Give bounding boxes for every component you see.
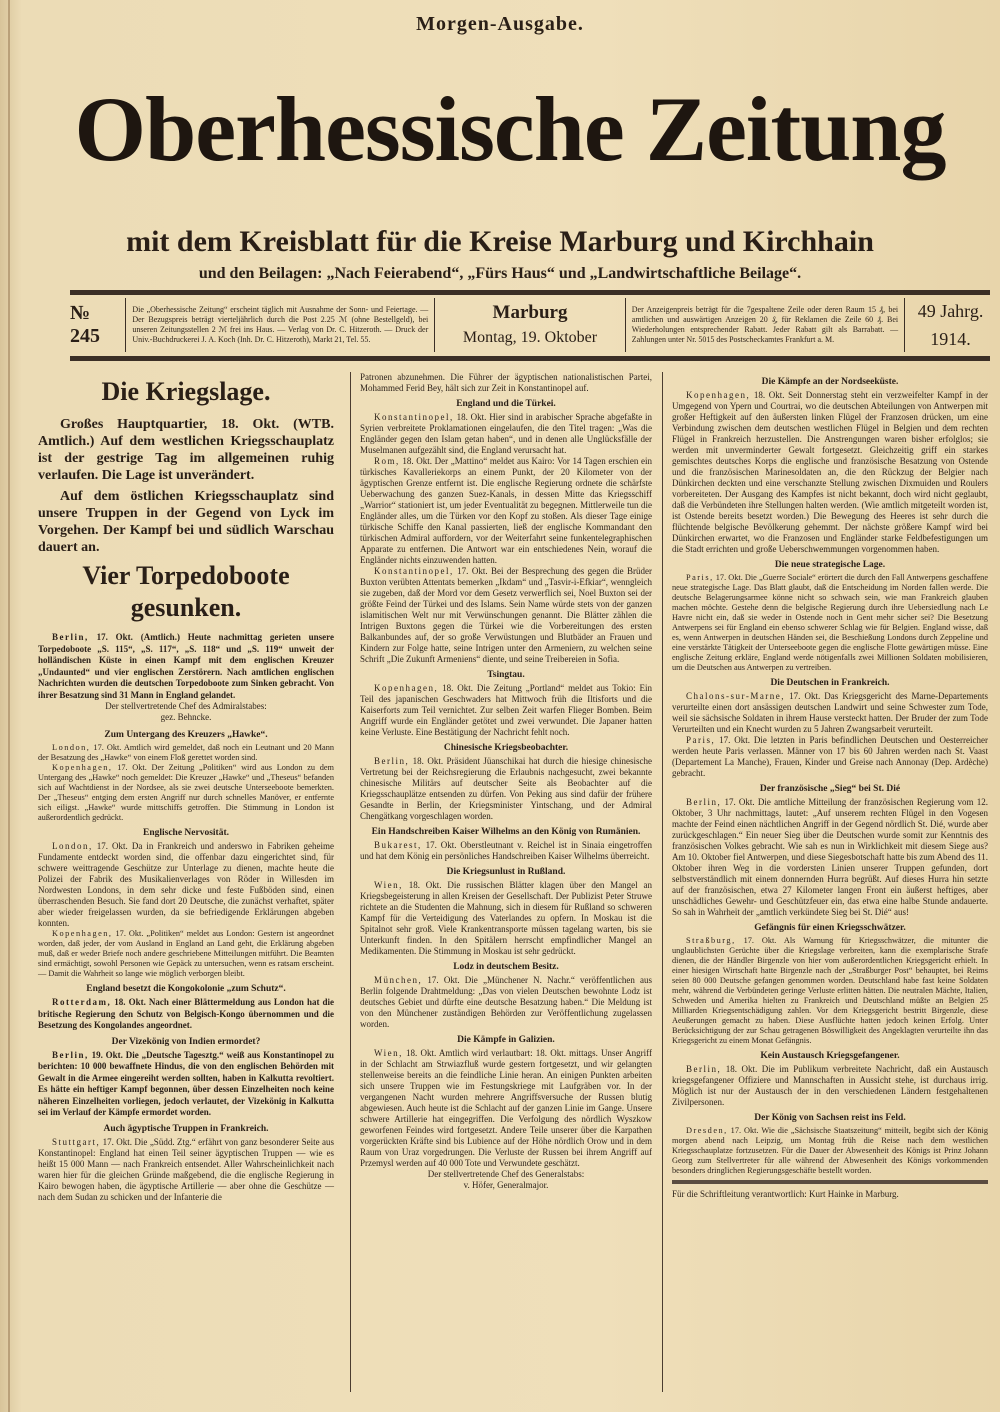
responsible-editor: Für die Schriftleitung verantwortlich: Kurt Hainke in Marburg.	[672, 1189, 899, 1199]
article-heading: Lodz in deutschem Besitz.	[453, 962, 559, 972]
volume-year	[911, 301, 990, 349]
article	[38, 983, 334, 1032]
article-heading: Vier Torpedoboote gesunken.	[82, 561, 290, 622]
info-bar	[70, 298, 990, 352]
paragraph-text: 18. Okt. Nach einer Blättermeldung aus London hat die britische Regierung den Schutz von Belgisch-Kongo übernommen und die Besetzung des Kongolandes angeordnet.	[38, 997, 334, 1030]
paragraph-text: 17. Okt. Die letzten in Paris befindlichen Deutschen und Oesterreicher werden heute Paris verlassen. Männer von 17 bis 60 Jahren werden nach St. Vaast (Departement La Manche), Frauen, Kinder und Greise nach Annonay (Dep. Ardèche) gebracht.	[672, 735, 988, 778]
issue-number: № 245	[70, 302, 100, 347]
city-name: Marburg	[492, 302, 568, 323]
column-divider	[350, 372, 351, 1392]
article	[672, 922, 988, 1046]
paragraph-text: 17. Okt. Die „Münchener N. Nachr.“ veröffentlichen aus Berlin folgende Drahtmeldung: „Das von vielen Deutschen bewohnte Lodz ist deutsches Gebiet und dürfte eine deutsche Besatzung haben.“ Die Meldung ist von den Münchener zuständigen Behörden zur Veröffentlichung zugelassen worden.	[360, 975, 652, 1029]
article	[360, 866, 652, 957]
dateline-place: Chalons-sur-Marne,	[686, 691, 786, 701]
article	[38, 729, 334, 823]
paragraph-text: 17. Okt. Da in Frankreich und anderswo in Fabriken geheime Fundamente entdeckt worden sind, die offenbar dazu eingerichtet sind, für schwere weittragende Geschütze zur Unterlage zu dienen, machte heute die Polizei der Fabrik des Musikalienverlages von Röder in Willesden im Nordwesten Londons, in dem sehr dicke und feste Fußböden sind, einen überraschenden Besuch. Sie fand dort 20 Deutsche, die zunächst verhaftet, später aber wieder freigelassen wurden, da sie befriedigende Erklärungen abgeben konnten.	[38, 841, 334, 928]
article-heading: Die neue strategische Lage.	[774, 560, 886, 570]
paragraph-text: 17. Okt. Bei der Besprechung des gegen die Brüder Buxton verübten Attentats bemerken „Ikdam“ und „Tasvir-i-Efkiar“, wenngleich sie zugeben, daß der Mord vor dem Gesetz verwerflich sei, Noel Buxton sei der größte Feind der Türkei und des Islams. Sein Name würde stets von der ganzen islamitischen Welt nur mit Verwünschungen genannt. Die Blätter zählen die Intrigen Buxtons gegen die Türkei wie die Vorbereitungen des ersten Balkanbundes auf, der so große Verwüstungen und Blutbäder an Frauen und Kindern zur Folge hatte, seine Intrigen unter den Armeniern, zu welchen seine Schrift „Die Zukunft Armeniens“ diente, und seine Treibereien in Sofia.	[360, 566, 652, 664]
column-3-articles	[672, 376, 988, 1176]
paragraph-text: 18. Okt. Die Zeitung „Portland“ meldet aus Tokio: Ein Teil des japanischen Geschwaders hat Mittwoch früh die Iltisforts und die Kaiserforts zum Teil vernichtet. Zur selben Zeit warfen Flieger Bomben. Beim Angriff wurde ein Engländer getötet und zwei verwundet. Die Japaner hatten keine Verluste. Eine Bestätigung der Nachricht fehlt noch.	[360, 683, 652, 737]
article-heading: Der König von Sachsen reist ins Feld.	[754, 1113, 906, 1123]
article-heading: Kein Austausch Kriegsgefangener.	[760, 1051, 900, 1061]
article-paragraph	[38, 1137, 334, 1203]
article	[360, 669, 652, 738]
article	[360, 961, 652, 1030]
advertising-note: Der Anzeigenpreis beträgt für die 7gespaltene Zeile oder deren Raum 15 ₰, bei amtlichen und auswärtigen Anzeigen 20 ₰, für Reklamen die Zeile 60 ₰. Bei Wiederholungen entsprechender Rabatt. Jeder Rabatt gilt als Barrabatt. — Zahlungen unter Nr. 5015 des Postscheckamtes Frankfurt a. M.	[631, 305, 899, 344]
article	[672, 1050, 988, 1108]
column-3	[672, 372, 988, 1200]
article-paragraph	[360, 840, 652, 862]
dateline-place: Wien,	[374, 880, 403, 890]
dateline-place: Berlin,	[686, 797, 722, 807]
article-heading: Tsingtau.	[487, 670, 525, 680]
article-paragraph	[672, 936, 988, 1046]
paragraph-text: 17. Okt. Das Kriegsgericht des Marne-Departements verurteilte einen dort ansässigen deutschen Landwirt und seine Schwester zum Tode, weil sie sächsische Soldaten in ihrem Hause versteckt hatten. Der Bruder der zum Tode Verurteilten und ein Knecht wurden zu 5 Jahren Zwangsarbeit verurteilt.	[672, 691, 988, 734]
article-paragraph	[38, 743, 334, 763]
article-heading: Gefängnis für einen Kriegsschwätzer.	[754, 923, 906, 933]
paragraph-text: Großes Hauptquartier, 18. Okt. (WTB. Amtlich.) Auf dem westlichen Kriegsschauplatz ist der gestrige Tag im allgemeinen ruhig verlaufen. Die Lage ist unverändert.	[38, 417, 334, 483]
bottom-rule	[70, 356, 990, 361]
article-heading: Chinesische Kriegsbeobachter.	[443, 743, 569, 753]
article-paragraph	[38, 929, 334, 979]
article-heading: Die Kämpfe an der Nordseeküste.	[761, 377, 899, 387]
signature-line: gez. Behncke.	[160, 712, 212, 722]
dateline-place: London,	[52, 841, 93, 851]
article-paragraph	[672, 1064, 988, 1108]
supplements-line: und den Beilagen: „Nach Feierabend“, „Fürs Haus“ und „Landwirtschaftliche Beilage“.	[198, 265, 802, 282]
article	[38, 827, 334, 979]
paragraph-text: 18. Okt. Seit Donnerstag steht ein verzweifelter Kampf in der Umgegend von Ypern und Courtrai, wo die deutschen Abteilungen von Antwerpen mit großer Heftigkeit auf den äußersten linken Flügel der Franzosen drücken, um eine Verbindung zwischen dem deutschen westlichen Flügel in Belgien und dem rechten Flügel in Frankreich herzustellen. Die Anstrengungen waren bisher erfolglos; sie werden mit unverminderter Gewalt fortgesetzt. Gleichzeitig griff ein starkes gemischtes deutsches Korps die englische und französische Besatzung von Ostende und die französischen Marinesoldaten an, die den Rückzug der Belgier nach Dünkirchen deckten und eine verschanzte Stellung zwischen Dixmuiden und Roulers vorbereiteten. Der Ausgang des Kampfes ist nicht bekannt, doch wird nicht geglaubt, daß die Verbündeten ihre Stellungen halten werden. (Wie amtlich mitgeteilt worden ist, ist Ostende bereits besetzt worden.) Die Bewegung des Heeres ist sehr durch die flüchtende belgische Bevölkerung gehemmt. Der nächste größere Kampf wird bei Dünkirchen erwartet, wo die Franzosen und Engländer starke Feldbefestigungen um die Stadt errichten und große Ueberschwemmungen vorgenommen haben.	[672, 390, 988, 554]
paragraph-text: 18. Okt. Amtlich wird verlautbart: 18. Okt. mittags. Unser Angriff in der Schlacht am Strwiazfluß wurde gestern fortgesetzt, und wir gelangten stellenweise bereits an die feindliche Linie heran. An einigen Punkten arbeiten sich unsere Truppen wie im Festungskriege mit Laufgräben vor. In der vergangenen Nacht wurden mehrere Angriffsversuche der Russen blutig abgewiesen. Auch heute ist die Schlacht auf der ganzen Linie im Gange. Unsere schwere Artillerie hat eingegriffen. Die Verfolgung des nördlich Wyszkow geworfenen Feindes wird fortgesetzt. Andere Teile unserer über die Karpathen vorgerückten Kräfte sind bis Lubience auf der Höhe nördlich Orow und in dem Raum von Uraz vorgedrungen. Die Verluste der Russen bei ihrem Angriff auf Przemysl werden auf 40 000 Tote und Verwundete geschätzt.	[360, 1048, 652, 1168]
paragraph-text: 19. Okt. Die „Deutsche Tagesztg.“ weiß aus Konstantinopel zu berichten: 10 000 bewaffnete Hindus, die von den englischen Behörden mit Gewalt in die Armee eingereiht werden sollten, haben in Kalkutta revoltiert. Es hätte ein heftiger Kampf begonnen, über dessen Einzelheiten noch keine näheren Einzelheiten vorliegen, jedoch verlautet, der Vizekönig in Kalkutta sei im Verlauf der Kämpfe ermordet worden.	[38, 1049, 334, 1117]
article-paragraph	[672, 573, 988, 673]
article-paragraph	[672, 735, 988, 779]
article	[360, 372, 652, 394]
dateline-place: München,	[374, 975, 423, 985]
paragraph-text: 18. Okt. Die russischen Blätter klagen über den Mangel an Kriegsbegeisterung in allen Kreisen der Gesellschaft. Der Publizist Peter Struwe richtete an die Studenten die Mahnung, sich in diesem für Rußland so schweren Kampf für die Verteidigung des Vaterlandes zu opfern. In Moskau ist die Spitalnot sehr groß. Viele Krankentransporte müssen tagelang warten, bis sie Unterkunft finden. In den Spitälern herrscht empfindlicher Mangel an Medikamenten. Die Stimmung in Moskau ist sehr gedrückt.	[360, 880, 652, 956]
dateline-place: Berlin,	[686, 1064, 722, 1074]
lead-paragraph	[38, 416, 334, 484]
article	[672, 559, 988, 673]
article-paragraph	[38, 763, 334, 823]
dateline-place: Kopenhagen,	[686, 390, 751, 400]
dateline-place: London,	[52, 743, 91, 752]
article-paragraph	[672, 390, 988, 555]
dateline-place: Rotterdam,	[52, 997, 112, 1007]
dateline	[441, 302, 619, 348]
issue-date: Montag, 19. Oktober	[462, 329, 598, 346]
article-paragraph	[360, 456, 652, 566]
dateline-place: Wien,	[374, 1048, 403, 1058]
year: 1914.	[930, 329, 971, 349]
article-heading: England und die Türkei.	[456, 399, 556, 409]
paragraph-text: 18. Okt. Präsident Jüanschikai hat durch die hiesige chinesische Vertretung bei der Reichsregierung die Erlaubnis nachgesucht, zwei bekannte chinesische Militärs auf deutscher Seite als Beobachter auf die Kriegsschauplätze entsenden zu dürfen. Von Peking aus sind dafür der frühere Gesandte in Berlin, der Kriegsminister Yintschang, und der Admiral Chengätkang vorgeschlagen worden.	[360, 756, 652, 821]
article	[38, 1036, 334, 1119]
paragraph-text: 17. Okt. Oberstleutnant v. Reichel ist in Sinaia eingetroffen und hat dem König ein persönliches Handschreiben Kaiser Wilhelms überreicht.	[360, 840, 652, 861]
article-paragraph	[38, 997, 334, 1032]
dateline-place: Kopenhagen,	[374, 683, 439, 693]
dateline-place: Berlin,	[52, 632, 89, 642]
article-heading: Der französische „Sieg“ bei St. Dié	[759, 784, 901, 794]
dateline-place: Paris,	[686, 573, 714, 582]
article-heading: Der Vizekönig von Indien ermordet?	[111, 1036, 261, 1047]
volume-number: 49 Jahrg.	[917, 301, 984, 321]
article-heading: Die Deutschen in Frankreich.	[770, 678, 890, 688]
article	[38, 376, 334, 556]
divider	[125, 298, 126, 352]
paragraph-text: Patronen abzunehmen. Die Führer der ägyptischen nationalistischen Partei, Mohammed Ferid Bey, hält sich zur Zeit in Konstantinopel auf.	[360, 372, 652, 393]
paragraph-text: 17. Okt. Amtlich wird gemeldet, daß noch ein Leutnant und 20 Mann der Besatzung des „Hawke“ von einem Floß gerettet worden sind.	[38, 743, 334, 762]
article-heading: Auch ägyptische Truppen in Frankreich.	[103, 1123, 269, 1134]
article	[672, 783, 988, 918]
article-paragraph	[38, 632, 334, 701]
divider	[434, 298, 435, 352]
article-heading: Ein Handschreiben Kaiser Wilhelms an den König von Rumänien.	[371, 827, 641, 837]
page-edge	[8, 0, 10, 1412]
paragraph-text: 18. Okt. Die im Publikum verbreitete Nachricht, daß ein Austausch kriegsgefangener Offiziere und Mannschaften in Aussicht stehe, ist durchaus irrig. Möglich ist nur der Austausch der in den verschiedenen Ländern festgehaltenen Zivilpersonen.	[672, 1064, 988, 1107]
dateline-place: Kopenhagen,	[52, 929, 113, 938]
paragraph-text: 18. Okt. Der „Mattino“ meldet aus Kairo: Vor 14 Tagen erschien ein türkisches Kavalleriekorps an einem Punkt, der 20 Kilometer von der ägyptischen Grenze entfernt ist. Die englische Regierung ordnete die schärfste Ueberwachung des ganzen Suez-Kanals, in dessen Mitte das Kriegsschiff „Warrior“ stationiert ist, um jeder Eventualität zu begegnen. Mittlerweile tun die Engländer alles, um die Türken vor den Kopf zu stoßen. Als dieser Tage einige türkische Schiffe den Kanal passierten, ließ der englische Kommandant den türkischen Admiral auffordern, vor der Weiterfahrt seine funkentelegraphischen Apparate zu entfernen. Die Antwort war ein entschiedenes Nein, worauf die Engländer nichts einzuwenden hatten.	[360, 456, 652, 565]
edition-label: Morgen-Ausgabe.	[416, 13, 584, 35]
column-divider	[662, 372, 663, 1392]
footer-rule	[672, 1180, 988, 1184]
article-heading: Zum Untergang des Kreuzers „Hawke“.	[104, 730, 268, 740]
paragraph-text: 17. Okt. Die amtliche Mitteilung der französischen Regierung vom 12. Oktober, 3 Uhr nachmittags, lautet: „Auf unserem rechten Flügel in den Vogesen machte der Feind einen nächtlichen Angriff in der Gegend nördlich St. Dié, wurde aber zurückgeschlagen.“ Ein neuer Sieg über die Deutschen wurde somit zur Kenntnis des französischen Volkes gebracht. Wie sah es nun in Wirklichkeit mit diesem Siege aus? Am 10. Oktober fiel Antwerpen, und diese Siegesbotschaft hatte bis zum Abend des 11. Oktober ihren Weg in die vordersten Linien unserer Truppen gefunden, dort selbstverständlich mit einem donnernden Hurra begrüßt. Auf dieses Hurra hin setzte auf der französischen, etwa 27 Kilometer langen Front ein äußerst heftiges, aber unschädliches Gewehr- und Geschützfeuer ein, das etwa eine halbe Stunde andauerte. So sah in Wahrheit der „amtlich verkündete Sieg bei St. Dié“ aus!	[672, 797, 988, 917]
dateline-place: Konstantinopel,	[374, 412, 454, 422]
article-paragraph	[360, 1048, 652, 1169]
paragraph-text: 17. Okt. Wie die „Sächsische Staatszeitung“ mitteilt, begibt sich der König morgen abend nach Leipzig, um Montag früh die Reise nach dem westlichen Kriegsschauplatze fortzusetzen. Für die Dauer der Abwesenheit des Königs ist Prinz Johann Georg zum Stellvertreter für alle während der Abwesenheit des Königs vorkommenden besonders dringlichen Regierungsgeschäfte bestellt worden.	[672, 1126, 988, 1175]
article-heading: Die Kriegsunlust in Rußland.	[446, 867, 566, 877]
article	[360, 1034, 652, 1191]
paragraph-text: 17. Okt. Als Warnung für Kriegsschwätzer, die mitunter die unglaublichsten Gerüchte über die Kriegslage verbreiten, kann die exemplarische Strafe dienen, die der Händler Birgenzle von hier vom außerordentlichen Kriegsgericht erhielt. In einer hiesigen Wirtschaft hatte Birgenzle nach der „Straßburger Post“ behauptet, bei Reims seien 80 000 Deutsche gefangen genommen worden. Deutschland habe fast keine Soldaten mehr, während die Verbündeten geringe Verluste erlitten hätten. Die neutralen Mächte, Italien, Schweden und Amerika hielten zu Frankreich und Deutschland müßte an Belgien 25 Milliarden Kriegsentschädigung zahlen. Vor dem Kriegsgericht bestritt Birgenzle, diese Aeußerungen gemacht zu haben. Diese Ausflüchte hatten jedoch keinen Erfolg. Unter Berücksichtigung der zur Schau getragenen Böswilligkeit des Angeklagten verurteilte ihn das Kriegsgericht zu einem Monat Gefängnis.	[672, 936, 988, 1045]
publisher-note: Die „Oberhessische Zeitung“ erscheint täglich mit Ausnahme der Sonn- und Feiertage. — Der Bezugspreis beträgt vierteljährlich durch die Post 2.25 ℳ (ohne Bestellgeld), bei unseren Zeitungsstellen 2 ℳ frei ins Haus. — Verlag von Dr. C. Hitzeroth. — Druck der Univ.-Buchdruckerei J. A. Koch (Inh. Dr. C. Hitzeroth), Markt 21, Tel. 55.	[132, 305, 429, 344]
article-paragraph	[360, 372, 652, 394]
article-paragraph	[360, 756, 652, 822]
top-rule	[70, 290, 990, 295]
newspaper-subtitle: mit dem Kreisblatt für die Kreise Marburg und Kirchhain	[126, 225, 874, 258]
dateline-place: Kopenhagen,	[52, 763, 113, 772]
article	[38, 560, 334, 723]
article-paragraph	[360, 975, 652, 1030]
dateline-place: Berlin,	[52, 1049, 89, 1060]
divider	[904, 298, 905, 352]
dateline-place: Straßburg,	[686, 936, 736, 945]
article-paragraph	[38, 841, 334, 929]
article-paragraph	[672, 1126, 988, 1176]
paragraph-text: 17. Okt. Die „Südd. Ztg.“ erfährt von ganz besonderer Seite aus Konstantinopel: England hat einen Teil seiner ägyptischen Truppen — wie es heißt 15 000 Mann — nach Frankreich entsendet. Aller Wahrscheinlichkeit nach waren hier für die gleichen Gründe maßgebend, die die englische Regierung in Kairo bewogen haben, die ägyptische Artillerie — aber ohne die Geschütze — nach dem Sudan zu schicken und der Infanterie die	[38, 1136, 334, 1202]
paragraph-text: 18. Okt. Hier sind in arabischer Sprache abgefaßte in Syrien verbreitete Proklamationen eingelaufen, die den Titel tragen: „Was die Engländer gegen den Islam getan haben“, und in denen alle Unglücksfälle der Muselmanen aufgezählt sind, die England verursacht hat.	[360, 412, 652, 455]
article-paragraph	[672, 691, 988, 735]
paragraph-text: 17. Okt. (Amtlich.) Heute nachmittag gerieten unsere Torpedoboote „S. 115“, „S. 117“, „S. 118“ und „S. 119“ unweit der holländischen Küste in einen Kampf mit dem englischen Kreuzer „Undaunted“ und vier englischen Zerstörern. Nach amtlichen englischen Nachrichten wurden die deutschen Torpedoboote zum Sinken gebracht. Von ihrer Besatzung sind 31 Mann in England gelandet.	[38, 632, 334, 700]
signature-line: v. Höfer, Generalmajor.	[463, 1180, 549, 1190]
divider	[625, 298, 626, 352]
article-paragraph	[360, 412, 652, 456]
signature-line: Der stellvertretende Chef des Generalstabs:	[427, 1169, 585, 1179]
column-2	[360, 372, 652, 1197]
article-heading: Die Kämpfe in Galizien.	[457, 1035, 555, 1045]
article-paragraph	[672, 797, 988, 918]
article-heading: England besetzt die Kongokolonie „zum Schutz“.	[86, 984, 286, 994]
article-paragraph	[360, 683, 652, 738]
article	[360, 398, 652, 665]
article-heading: Die Kriegslage.	[101, 377, 271, 406]
article	[672, 1112, 988, 1176]
paragraph-text: 17. Okt. Die „Guerre Sociale“ erörtert die durch den Fall Antwerpens geschaffene neue strategische Lage. Das Blatt glaubt, daß die Entscheidung im Norden fallen werde. Die deutsche Belagerungsarmee könne nicht so schwach sein, wie man Frankreich glauben machen möchte. Gestehe denn die belgische Regierung durch ihre Uebersiedlung nach Le Havre nicht ein, daß sie weder in Ostende noch in Gent mehr sicher sei? Die Besetzung Antwerpens sei für England ein ebenso schwerer Schlag wie für Belgien. England wisse, daß es, wenn Antwerpen in deutschen Händen sei, die Beschießung Londons durch Zeppeline und eine verstärkte Tätigkeit der Unterseeboote gegen die englische Flotte gewärtigen müsse. Eine englische Zeitung erkläre, England werde nötigenfalls zwei Millionen Soldaten mobilisieren, um die Deutschen aus Antwerpen zu vertreiben.	[672, 573, 988, 672]
article-paragraph	[38, 1050, 334, 1119]
paragraph-text: Auf dem östlichen Kriegsschauplatz sind unsere Truppen in der Gegend von Lyck im Vorgehen. Der Kampf bei und südlich Warschau dauert an.	[38, 489, 334, 555]
article	[672, 376, 988, 555]
article-heading: Englische Nervosität.	[142, 828, 230, 838]
dateline-place: Konstantinopel,	[374, 566, 454, 576]
dateline-place: Dresden,	[686, 1126, 728, 1135]
signature-line: Der stellvertretende Chef des Admiralstabes:	[105, 701, 267, 711]
paragraph-text: 17. Okt. Der Zeitung „Politiken“ wird aus London zu dem Untergang des „Hawke“ noch gemeldet: Die Kreuzer „Hawke“ und „Theseus“ befanden sich auf Wachtdienst in der Nordsee, als sie zwei deutsche Unterseeboote bemerkten. Der „Theseus“ entging dem ersten Angriff nur durch schnelles Manöver, er entfernte sich eiligst. „Hawke“ wurde mittschiffs getroffen. Die Stimmung in London ist außerordentlich gedrückt.	[38, 763, 334, 822]
newspaper-title: Oberhessische Zeitung	[74, 78, 946, 180]
article	[38, 1123, 334, 1203]
lead-paragraph	[38, 488, 334, 556]
article	[360, 742, 652, 822]
article-paragraph	[360, 566, 652, 665]
paragraph-text: 17. Okt. „Politiken“ meldet aus London: Gestern ist angeordnet worden, daß jeder, der vom Ausland in England an Land geht, die Erklärung abgeben muß, daß er weder Briefe noch andere geschriebene Mitteilungen mitführt. Die Beamten sind ermächtigt, sowohl Personen wie Gepäck zu untersuchen, wenn es ratsam erscheint. — Damit die Wahrheit so lange wie möglich verborgen bleibt.	[38, 929, 334, 978]
dateline-place: Rom,	[374, 456, 400, 466]
article-paragraph	[360, 880, 652, 957]
column-1	[38, 372, 334, 1203]
dateline-place: Bukarest,	[374, 840, 422, 850]
dateline-place: Stuttgart,	[52, 1136, 101, 1147]
article	[672, 677, 988, 779]
dateline-place: Paris,	[686, 735, 716, 745]
dateline-place: Berlin,	[374, 756, 410, 766]
article	[360, 826, 652, 862]
